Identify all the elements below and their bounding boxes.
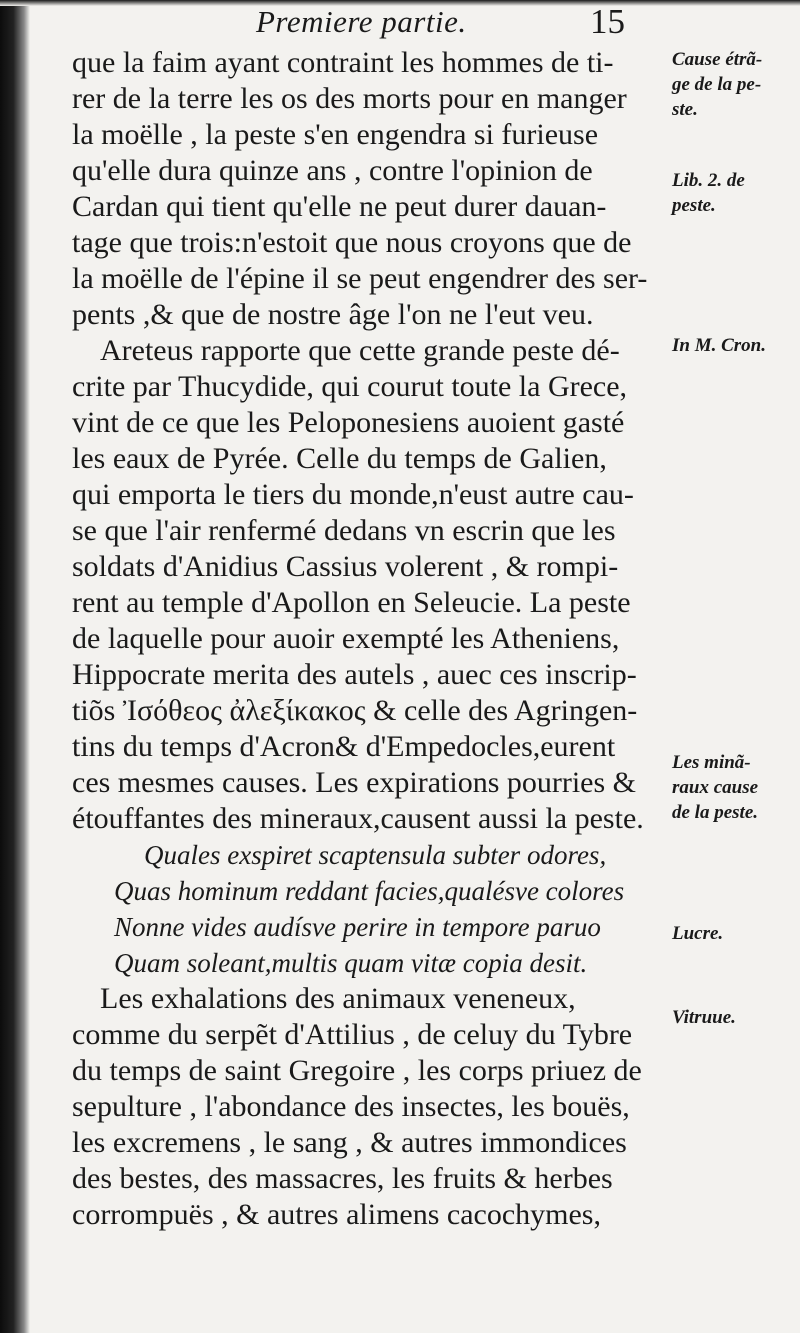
margin-note: Cause étrã- ge de la pe- ste. [672,49,763,120]
margin-note: Les minã- raux cause de la peste. [672,752,759,823]
running-head: Premiere partie. [256,4,467,39]
binding-shadow [0,0,30,1333]
paragraph-start-line: Les exhalations des animaux veneneux, [100,982,576,1015]
text-line: se que l'air renfermé dedans vn escrin que les [72,514,616,547]
text-line: tiõs Ἰσόθεος ἀλεξίκακος & celle des Agringen- [72,694,638,727]
text-line: Hippocrate merita des autels , auec ces inscrip- [72,658,637,691]
text-line: rer de la terre les os des morts pour en manger [72,82,627,115]
margin-note: In M. Cron. [672,335,766,356]
text-line: tins du temps d'Acron& d'Empedocles,eurent [72,730,616,763]
text-line: la moëlle , la peste s'en engendra si furieuse [72,118,599,151]
text-line: qui emporta le tiers du monde,n'eust autre cau- [72,478,634,511]
text-line: rent au temple d'Apollon en Seleucie. La peste [72,586,631,619]
paragraph-start-line: Areteus rapporte que cette grande peste dé- [100,334,620,367]
text-line: les excremens , le sang , & autres immondices [72,1126,627,1159]
margin-note: Vitruue. [672,1007,736,1028]
page-header [0,2,800,46]
verse-line: Quas hominum reddant facies,qualésve colores [114,876,625,906]
margin-note: Lib. 2. de peste. [672,170,745,216]
text-line: tage que trois:n'estoit que nous croyons que de [72,226,632,259]
text-line: des bestes, des massacres, les fruits & herbes [72,1162,613,1195]
text-line: sepulture , l'abondance des insectes, les bouës, [72,1090,630,1123]
text-line: comme du serpẽt d'Attilius , de celuy du Tybre [72,1018,633,1051]
text-line: les eaux de Pyrée. Celle du temps de Galien, [72,442,607,475]
text-line: vint de ce que les Peloponesiens auoient gasté [72,406,625,439]
verse-line: Nonne vides audísve perire in tempore paruo [114,912,601,942]
margin-note: Lucre. [672,923,724,944]
latin-verse-quotation [72,837,672,981]
text-line: Cardan qui tient qu'elle ne peut durer dauan- [72,190,607,223]
text-line: crite par Thucydide, qui courut toute la Grece, [72,370,628,403]
text-line: étouffantes des mineraux,causent aussi la peste. [72,802,644,835]
text-line: que la faim ayant contraint les hommes de ti- [72,46,614,79]
page-number: 15 [590,2,625,41]
text-line: de laquelle pour auoir exempté les Atheniens, [72,622,620,655]
text-line: pents ,& que de nostre âge l'on ne l'eut veu. [72,298,594,331]
text-line: du temps de saint Gregoire , les corps priuez de [72,1054,642,1087]
verse-line: Quam soleant,multis quam vitæ copia desit. [114,948,588,978]
text-line: corrompuës , & autres alimens cacochymes, [72,1198,601,1231]
text-line: soldats d'Anidius Cassius volerent , & rompi- [72,550,619,583]
text-line: ces mesmes causes. Les expirations pourries & [72,766,637,799]
main-text-block [72,45,672,1233]
text-line: qu'elle dura quinze ans , contre l'opinion de [72,154,593,187]
verse-line: Quales exspiret scaptensula subter odores, [144,840,607,870]
text-line: la moëlle de l'épine il se peut engendrer des ser- [72,262,648,295]
